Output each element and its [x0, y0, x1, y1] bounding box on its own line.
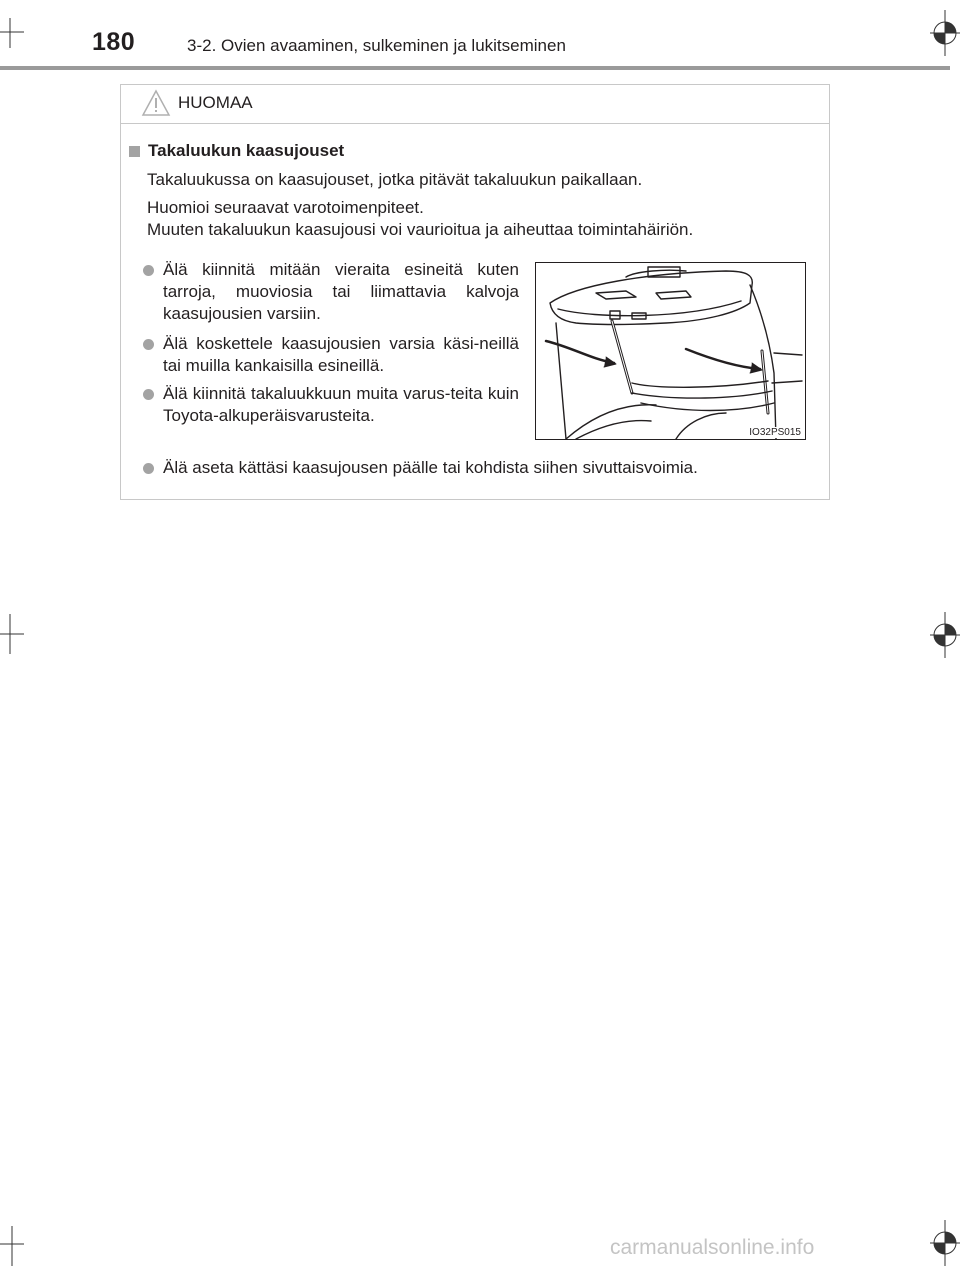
- crop-mark-top-right: [930, 10, 960, 56]
- page-number: 180: [92, 28, 136, 56]
- watermark: carmanualsonline.info: [610, 1236, 815, 1259]
- crop-mark-top-left: [0, 18, 24, 48]
- list-item: [143, 259, 519, 325]
- bullet-dot-icon: [143, 389, 154, 400]
- square-bullet-icon: [129, 146, 140, 157]
- crop-mark-mid-left: [0, 614, 24, 654]
- tailgate-figure: [535, 262, 806, 440]
- notice-header: [121, 85, 829, 124]
- paragraph-2-line-2: Muuten takaluukun kaasujousi voi vaurioitua ja aiheuttaa toimintahäiriön.: [147, 220, 694, 239]
- warning-triangle-icon: [141, 89, 171, 117]
- list-item: [143, 457, 823, 479]
- paragraph-1: Takaluukussa on kaasujouset, jotka pitävät takaluukun paikallaan.: [147, 170, 643, 189]
- bullet-dot-icon: [143, 339, 154, 350]
- list-item-text: Älä koskettele kaasujousien varsia käsi-neillä tai muilla kankaisilla esineillä.: [163, 334, 519, 375]
- list-item-text: Älä kiinnitä takaluukkuun muita varus-teita kuin Toyota-alkuperäisvarusteita.: [163, 384, 519, 425]
- list-item: [143, 333, 519, 377]
- bullet-dot-icon: [143, 463, 154, 474]
- notice-title: HUOMAA: [178, 93, 253, 112]
- header-rule: [0, 66, 950, 70]
- bullet-dot-icon: [143, 265, 154, 276]
- crop-mark-mid-right: [930, 612, 960, 658]
- figure-code: IO32PS015: [749, 427, 801, 438]
- crop-mark-bottom-left: [0, 1226, 24, 1266]
- open-tailgate-illustration: [536, 263, 806, 440]
- crop-mark-bottom-right: [930, 1220, 960, 1266]
- subheading-text: Takaluukun kaasujouset: [148, 141, 345, 160]
- list-item: [143, 383, 519, 427]
- subheading: [129, 141, 344, 161]
- list-item-text: Älä aseta kättäsi kaasujousen päälle tai kohdista siihen sivuttaisvoimia.: [163, 458, 698, 477]
- paragraph-2-line-1: Huomioi seuraavat varotoimenpiteet.: [147, 198, 424, 217]
- list-item-text: Älä kiinnitä mitään vieraita esineitä kuten tarroja, muoviosia tai liimattavia kalvoja kaasujousien varsiin.: [163, 260, 519, 323]
- section-title: 3-2. Ovien avaaminen, sulkeminen ja lukitseminen: [187, 36, 566, 55]
- notice-box: [120, 84, 830, 500]
